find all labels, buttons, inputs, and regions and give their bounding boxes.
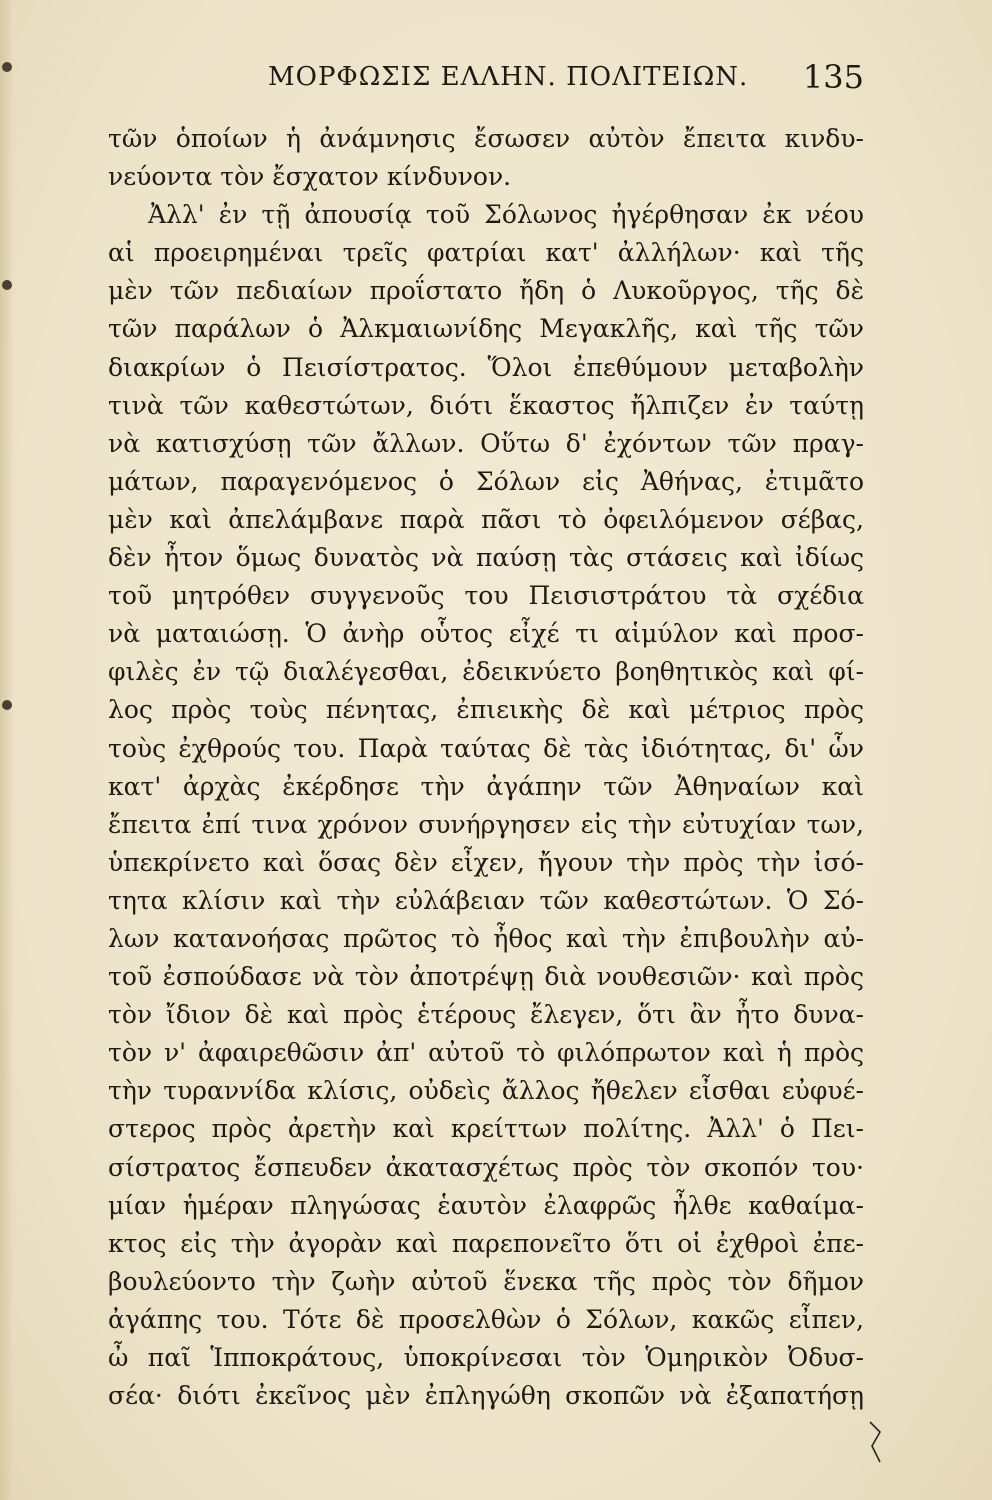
text-line: τῶν ὁποίων ἡ ἀνάμνησις ἔσωσεν αὐτὸν ἔπειτα κινδυ- <box>108 124 864 153</box>
margin-mark <box>2 280 12 290</box>
text-line: μάτων, παραγενόμενος ὁ Σόλων εἰς Ἀθήνας, ἐτιμᾶτο <box>108 466 864 496</box>
text-line: τῶν παράλων ὁ Ἀλκμαιωνίδης Μεγακλῆς, καὶ τῆς τῶν <box>108 314 864 344</box>
text-line: κατ' ἀρχὰς ἐκέρδησε τὴν ἀγάπην τῶν Ἀθηναίων καὶ <box>108 771 864 801</box>
text-line: Ἀλλ' ἐν τῇ ἀπουσίᾳ τοῦ Σόλωνος ἠγέρθησαν ἐκ νέου <box>148 200 864 230</box>
running-title: ΜΟΡΦΩΣΙΣ ΕΛΛΗΝ. ΠΟΛΙΤΕΙΩΝ. <box>268 62 749 92</box>
text-line: δὲν ἦτον ὅμως δυνατὸς νὰ παύσῃ τὰς στάσεις καὶ ἰδίως <box>108 543 864 573</box>
text-line: κτος εἰς τὴν ἀγορὰν καὶ παρεπονεῖτο ὅτι οἱ ἐχθροὶ ἐπε- <box>108 1228 864 1258</box>
text-line: φιλὲς ἐν τῷ διαλέγεσθαι, ἐδεικνύετο βοηθητικὸς καὶ φί- <box>108 657 864 687</box>
body-text <box>108 120 864 1415</box>
margin-mark <box>2 700 12 710</box>
text-line: νὰ κατισχύσῃ τῶν ἄλλων. Οὕτω δ' ἐχόντων τῶν πραγ- <box>108 428 864 458</box>
text-line: νεύοντα τὸν ἔσχατον κίνδυνον. <box>108 162 512 192</box>
text-line: μίαν ἡμέραν πληγώσας ἑαυτὸν ἐλαφρῶς ἦλθε καθαίμα- <box>108 1190 864 1220</box>
page-header <box>108 58 864 102</box>
margin-mark <box>2 62 12 72</box>
text-line: τινὰ τῶν καθεστώτων, διότι ἕκαστος ἤλπιζεν ἐν ταύτῃ <box>108 390 864 420</box>
text-line: στερος πρὸς ἀρετὴν καὶ κρείττων πολίτης. Ἀλλ' ὁ Πει- <box>108 1114 864 1144</box>
text-line: τητα κλίσιν καὶ τὴν εὐλάβειαν τῶν καθεστώτων. Ὁ Σό- <box>108 885 864 915</box>
text-line: τοῦ ἐσπούδασε νὰ τὸν ἀποτρέψῃ διὰ νουθεσιῶν· καὶ πρὸς <box>108 962 864 992</box>
text-line: τὸν ν' ἀφαιρεθῶσιν ἀπ' αὐτοῦ τὸ φιλόπρωτον καὶ ἡ πρὸς <box>108 1038 864 1068</box>
text-line: διακρίων ὁ Πεισίστρατος. Ὅλοι ἐπεθύμουν μεταβολὴν <box>108 352 864 382</box>
text-line: νὰ ματαιώσῃ. Ὁ ἀνὴρ οὗτος εἶχέ τι αἱμύλον καὶ προσ- <box>108 619 864 649</box>
page-number: 135 <box>802 58 864 96</box>
text-line: σίστρατος ἔσπευδεν ἀκατασχέτως πρὸς τὸν σκοπόν του· <box>108 1152 864 1182</box>
text-line: ὦ παῖ Ἱπποκράτους, ὑποκρίνεσαι τὸν Ὁμηρικὸν Ὀδυσ- <box>108 1343 864 1372</box>
text-line: σέα· διότι ἐκεῖνος μὲν ἐπληγώθη σκοπῶν νὰ ἐξαπατήσῃ <box>108 1381 864 1411</box>
text-line: λος πρὸς τοὺς πένητας, ἐπιεικὴς δὲ καὶ μέτριος πρὸς <box>108 695 864 725</box>
binding-edge <box>0 0 14 1500</box>
text-line: αἱ προειρημέναι τρεῖς φατρίαι κατ' ἀλλήλων· καὶ τῆς <box>108 238 864 268</box>
text-line: μὲν καὶ ἀπελάμβανε παρὰ πᾶσι τὸ ὀφειλόμενον σέβας, <box>108 504 864 534</box>
text-line: ἔπειτα ἐπί τινα χρόνον συνήργησεν εἰς τὴν εὐτυχίαν των, <box>108 809 864 839</box>
text-line: μὲν τῶν πεδιαίων προΐστατο ἤδη ὁ Λυκοῦργος, τῆς δὲ <box>108 276 864 306</box>
text-line: ὑπεκρίνετο καὶ ὅσας δὲν εἶχεν, ἤγουν τὴν πρὸς τὴν ἰσό- <box>108 847 864 877</box>
text-line: τοῦ μητρόθεν συγγενοῦς του Πεισιστράτου τὰ σχέδια <box>108 581 864 611</box>
text-line: ἀγάπης του. Τότε δὲ προσελθὼν ὁ Σόλων, κακῶς εἶπεν, <box>108 1304 864 1334</box>
margin-bracket <box>868 1420 884 1464</box>
text-line: λων κατανοήσας πρῶτος τὸ ἦθος καὶ τὴν ἐπιβουλὴν αὐ- <box>108 923 864 953</box>
text-line: βουλεύοντο τὴν ζωὴν αὐτοῦ ἕνεκα τῆς πρὸς τὸν δῆμον <box>108 1266 864 1296</box>
text-line: τὸν ἴδιον δὲ καὶ πρὸς ἑτέρους ἔλεγεν, ὅτι ἂν ἦτο δυνα- <box>108 1000 864 1030</box>
text-line: τὴν τυραννίδα κλίσις, οὐδεὶς ἄλλος ἤθελεν εἶσθαι εὐφυέ- <box>108 1076 864 1106</box>
text-line: τοὺς ἐχθρούς του. Παρὰ ταύτας δὲ τὰς ἰδιότητας, δι' ὧν <box>108 733 864 763</box>
